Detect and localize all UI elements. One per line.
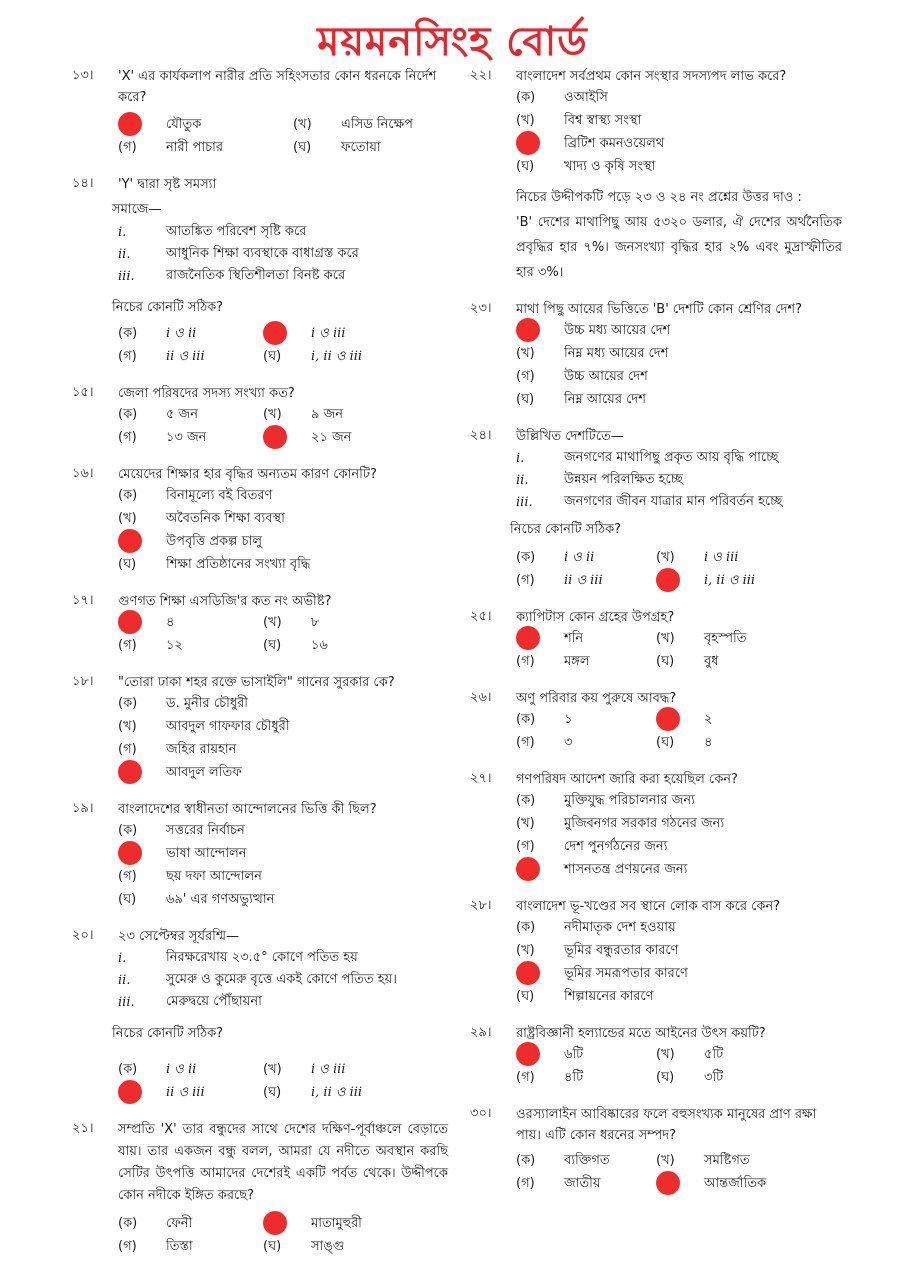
option-ka: ৬টি xyxy=(564,1047,584,1062)
option-label: (ক) xyxy=(516,920,536,935)
option-label: (ঘ) xyxy=(516,159,535,174)
roman-numeral: i. xyxy=(118,224,127,240)
statement: আধুনিক শিক্ষা ব্যবস্থাকে বাধাগ্রস্ত করে xyxy=(166,245,359,261)
option-label: (খ) xyxy=(293,117,312,132)
option-label: (ঘ) xyxy=(263,349,282,364)
option-kha: ভূমির বন্ধুরতার কারণে xyxy=(564,943,679,958)
question-17 xyxy=(72,591,448,658)
question-30 xyxy=(470,1104,842,1196)
option-ga: ৪টি xyxy=(564,1070,584,1085)
option-kha: i ও iii xyxy=(311,326,346,341)
roman-numeral: i. xyxy=(118,950,127,966)
option-kha: সমষ্টিগত xyxy=(704,1153,750,1168)
roman-numeral: ii. xyxy=(118,246,131,262)
option-ka: i ও ii xyxy=(166,326,197,341)
stimulus-text: 'B' দেশের মাথাপিছু আয় ৫৩২০ ডলার, ঐ দেশের অর্থনৈতিক প্রবৃদ্ধির হার ৭%। জনসংখ্যা বৃদ্ধির হার ২% এবং মুদ্রাস্ফীতির হার ৩%। xyxy=(516,215,842,280)
question-28 xyxy=(470,896,842,1009)
question-text: "তোরা ঢাকা শহর রক্তে ভাসাইলি" গানের সুরকার কে? xyxy=(118,675,395,690)
option-kha: মুজিবনগর সরকার গঠনের জন্য xyxy=(564,816,725,831)
option-ka: যৌতুক xyxy=(166,117,202,132)
option-kha: এসিড নিক্ষেপ xyxy=(341,117,413,132)
option-gha: ২১ জন xyxy=(311,430,352,445)
option-label: (গ) xyxy=(118,430,137,445)
roman-numeral: ii. xyxy=(516,472,529,488)
option-label: (ক) xyxy=(118,326,138,341)
option-gha: i, ii ও iii xyxy=(311,1085,363,1100)
option-ga: ii ও iii xyxy=(166,349,205,364)
answer-marker xyxy=(118,760,142,784)
option-gha: খাদ্য ও কৃষি সংস্থা xyxy=(564,159,656,174)
question-22 xyxy=(470,66,842,179)
option-label: (খ) xyxy=(516,943,535,958)
statement: নিরক্ষরেখায় ২৩.৫° কোণে পতিত হয় xyxy=(166,949,358,965)
question-text: অণু পরিবার কয় পুরুষে আবদ্ধ? xyxy=(516,691,677,706)
option-gha: ৬৯' এর গণঅভ্যুত্থান xyxy=(166,892,275,907)
option-ga: ii ও iii xyxy=(564,573,603,588)
question-text: বাংলাদেশ ভূ-খণ্ডের সব স্থানে লোক বাস করে কেন? xyxy=(516,899,781,914)
option-label: (ক) xyxy=(516,1153,536,1168)
question-number: ২২। xyxy=(470,68,492,83)
answer-marker xyxy=(656,1171,680,1195)
option-ga: নারী পাচার xyxy=(166,140,224,155)
roman-numeral: ii. xyxy=(118,972,131,988)
option-label: (ক) xyxy=(118,488,138,503)
option-label: (গ) xyxy=(118,869,137,884)
option-ga: মঙ্গল xyxy=(564,654,590,669)
option-label: (ঘ) xyxy=(263,1239,282,1254)
question-text: সম্প্রতি 'X' তার বন্ধুদের সাথে দেশের দক্ষিণ-পূর্বাঞ্চলে বেড়াতে যায়। তার একজন বন্ধু বলল, আমরা যে নদীতে অবস্থান করছি সেটির উৎপত্তি আমাদের দেশেরই একটি পর্বত থেকে। উদ্দীপকে কোন নদীকে ইঙ্গিত করছে? xyxy=(118,1122,448,1203)
question-number: ২৫। xyxy=(470,609,492,624)
question-number: ২৭। xyxy=(470,771,492,786)
option-label: (খ) xyxy=(263,407,282,422)
option-label: (ক) xyxy=(118,1216,138,1231)
option-ka: সত্তরের নির্বাচন xyxy=(166,823,245,838)
answer-marker xyxy=(263,425,287,449)
option-label: (ঘ) xyxy=(118,892,137,907)
option-label: (ঘ) xyxy=(263,1085,282,1100)
option-kha: বৃহস্পতি xyxy=(704,631,747,646)
option-kha: ২ xyxy=(704,712,713,727)
option-label: (গ) xyxy=(516,573,535,588)
option-label: (খ) xyxy=(656,550,675,565)
question-text: গণপরিষদ আদেশ জারি করা হয়েছিল কেন? xyxy=(516,772,738,787)
question-number: ১৯। xyxy=(72,801,94,816)
option-label: (খ) xyxy=(516,346,535,361)
question-27 xyxy=(470,769,842,882)
option-label: (ক) xyxy=(516,550,536,565)
question-20 xyxy=(72,926,448,1105)
option-ga: উচ্চ আয়ের দেশ xyxy=(564,369,648,384)
option-ka: ফেনী xyxy=(166,1216,193,1231)
option-ka: ৫ জন xyxy=(166,407,198,422)
option-ka: উচ্চ মধ্য আয়ের দেশ xyxy=(564,323,671,338)
option-label: (গ) xyxy=(516,735,535,750)
option-label: (খ) xyxy=(656,1153,675,1168)
option-label: (ক) xyxy=(516,793,536,808)
option-label: (খ) xyxy=(118,511,137,526)
option-label: (ঘ) xyxy=(656,654,675,669)
option-ga: ii ও iii xyxy=(166,1085,205,1100)
question-number: ১৭। xyxy=(72,593,94,608)
option-gha: শিক্ষা প্রতিষ্ঠানের সংখ্যা বৃদ্ধি xyxy=(166,557,311,572)
question-number: ১৪। xyxy=(72,176,94,191)
option-kha: i ও iii xyxy=(311,1062,346,1077)
option-label: (ক) xyxy=(516,712,536,727)
stimulus-intro: নিচের উদ্দীপকটি পড়ে ২৩ ও ২৪ নং প্রশ্নের উত্তর দাও : xyxy=(516,190,802,205)
question-24 xyxy=(470,426,842,593)
question-23 xyxy=(470,299,842,412)
option-label: (ক) xyxy=(516,90,536,105)
question-text: ক্যাপিটাস কোন গ্রহের উপগ্রহ? xyxy=(516,610,675,625)
option-ga: ৩ xyxy=(564,735,573,750)
option-gha: শিল্পায়নের কারণে xyxy=(564,989,654,1004)
roman-numeral: iii. xyxy=(516,494,533,510)
roman-numeral: iii. xyxy=(118,268,135,284)
statement: রাজনৈতিক স্থিতিশীলতা বিনষ্ট করে xyxy=(166,267,346,283)
option-ka: বিনামূল্যে বই বিতরণ xyxy=(166,488,273,503)
option-ka: ১ xyxy=(564,712,573,727)
option-label: (খ) xyxy=(263,615,282,630)
statement: উন্নয়ন পরিলক্ষিত হচ্ছে xyxy=(564,471,683,487)
option-ka: i ও ii xyxy=(166,1062,197,1077)
option-ka: ৪ xyxy=(166,615,175,630)
option-gha: ফতোয়া xyxy=(341,140,381,155)
answer-marker xyxy=(516,961,540,985)
question-21 xyxy=(72,1119,448,1259)
option-ga: উপবৃত্তি প্রকল্প চালু xyxy=(166,534,263,549)
answer-marker xyxy=(656,568,680,592)
question-text: মেয়েদের শিক্ষার হার বৃদ্ধির অন্যতম কারণ কোনটি? xyxy=(118,467,377,482)
option-gha: নিম্ন আয়ের দেশ xyxy=(564,392,646,407)
question-18 xyxy=(72,672,448,785)
board-title: ময়মনসিংহ বোর্ড xyxy=(317,19,588,65)
option-gha: i, ii ও iii xyxy=(704,573,756,588)
statement: আতঙ্কিত পরিবেশ সৃষ্টি করে xyxy=(166,223,307,239)
question-13 xyxy=(72,66,448,160)
option-kha: নিম্ন মধ্য আয়ের দেশ xyxy=(564,346,669,361)
option-ga: জহির রায়হান xyxy=(166,742,237,757)
option-label: (ঘ) xyxy=(656,1070,675,1085)
option-ga: ভূমির সমরূপতার কারণে xyxy=(564,966,688,981)
option-ga: তিস্তা xyxy=(166,1239,193,1254)
question-text: ২৩ সেপ্টেম্বর সূর্যরশ্মি— xyxy=(118,929,239,944)
option-kha: ভাষা আন্দোলন xyxy=(166,846,247,861)
answer-marker xyxy=(118,610,142,634)
option-gha: আবদুল লতিফ xyxy=(166,765,242,780)
answer-marker xyxy=(118,841,142,865)
answer-marker xyxy=(516,626,540,650)
left-column xyxy=(72,66,448,1259)
option-kha: ৫টি xyxy=(704,1047,724,1062)
question-text: উল্লিখিত দেশটিতে— xyxy=(516,429,624,444)
option-label: (গ) xyxy=(516,1070,535,1085)
question-number: ২১। xyxy=(72,1121,94,1136)
option-kha: ৮ xyxy=(311,615,320,630)
answer-marker xyxy=(516,318,540,342)
option-label: (ঘ) xyxy=(656,735,675,750)
option-label: (খ) xyxy=(263,1062,282,1077)
question-number: ৩০। xyxy=(470,1106,492,1121)
question-14 xyxy=(72,174,448,369)
question-text: 'Y' দ্বারা সৃষ্ট সমস্যা xyxy=(118,177,217,192)
answer-marker xyxy=(263,321,287,345)
option-ga: জাতীয় xyxy=(564,1176,601,1191)
option-label: (গ) xyxy=(516,369,535,384)
option-kha: বিশ্ব স্বাস্থ্য সংস্থা xyxy=(564,113,642,128)
option-label: (ক) xyxy=(118,407,138,422)
question-text: ওরস্যালাইন আবিষ্কারের ফলে বহুসংখ্যক মানুষের প্রাণ রক্ষা পায়। এটি কোন ধরনের সম্পদ? xyxy=(516,1107,817,1143)
question-29 xyxy=(470,1023,842,1090)
answer-marker xyxy=(516,1042,540,1066)
statement: মেরুদ্বয়ে পৌঁছায়না xyxy=(166,993,262,1009)
which-correct: নিচের কোনটি সঠিক? xyxy=(510,522,622,537)
question-number: ১৫। xyxy=(72,385,94,400)
option-label: (ঘ) xyxy=(263,638,282,653)
question-number: ২৩। xyxy=(470,301,492,316)
statement: জনগণের মাথাপিছু প্রকৃত আয় বৃদ্ধি পাচ্ছে xyxy=(564,449,779,465)
option-label: (ঘ) xyxy=(293,140,312,155)
option-ka: ব্যক্তিগত xyxy=(564,1153,610,1168)
roman-numeral: iii. xyxy=(118,994,135,1010)
statement: সুমেরু ও কুমেরু বৃত্তে একই কোণে পতিত হয়। xyxy=(166,971,397,987)
option-kha: অবৈতনিক শিক্ষা ব্যবস্থা xyxy=(166,511,285,526)
option-label: (গ) xyxy=(118,638,137,653)
answer-marker xyxy=(516,131,540,155)
question-number: ২৬। xyxy=(470,690,492,705)
option-label: (খ) xyxy=(656,631,675,646)
option-label: (গ) xyxy=(516,839,535,854)
option-ga: ১২ xyxy=(166,638,183,653)
question-19 xyxy=(72,799,448,912)
option-label: (গ) xyxy=(516,654,535,669)
question-26 xyxy=(470,688,842,755)
question-number: ২৮। xyxy=(470,898,492,913)
option-label: (খ) xyxy=(656,1047,675,1062)
option-ka: মুক্তিযুদ্ধ পরিচালনার জন্য xyxy=(564,793,695,808)
option-label: (গ) xyxy=(516,1176,535,1191)
question-text: জেলা পরিষদের সদস্য সংখ্যা কত? xyxy=(118,386,295,401)
question-text: বাংলাদেশের স্বাধীনতা আন্দোলনের ভিত্তি কী ছিল? xyxy=(118,802,377,817)
question-text: 'X' এর কার্যকলাপ নারীর প্রতি সহিংসতার কোন ধরনকে নির্দেশ করে? xyxy=(118,69,437,105)
option-ga: দেশ পুনর্গঠনের জন্য xyxy=(564,839,668,854)
option-ga: ব্রিটিশ কমনওয়েলথ xyxy=(564,136,665,151)
option-label: (ঘ) xyxy=(516,989,535,1004)
question-16 xyxy=(72,464,448,577)
option-kha: i ও iii xyxy=(704,550,739,565)
question-15 xyxy=(72,383,448,450)
question-text: গুণগত শিক্ষা এসডিজি'র কত নং অভীষ্ট? xyxy=(118,594,332,609)
answer-marker xyxy=(263,1211,287,1235)
option-gha: i, ii ও iii xyxy=(311,349,363,364)
which-correct: নিচের কোনটি সঠিক? xyxy=(112,300,224,315)
question-number: ১৮। xyxy=(72,674,94,689)
option-label: (ঘ) xyxy=(118,557,137,572)
option-label: (গ) xyxy=(118,1239,137,1254)
answer-marker xyxy=(118,1080,142,1104)
answer-marker xyxy=(516,857,540,881)
option-label: (গ) xyxy=(118,349,137,364)
option-label: (ঘ) xyxy=(516,392,535,407)
option-label: (খ) xyxy=(118,719,137,734)
question-number: ১৩। xyxy=(72,68,94,83)
answer-marker xyxy=(118,529,142,553)
answer-marker xyxy=(118,112,142,136)
option-gha: ৪ xyxy=(704,735,713,750)
option-label: (ক) xyxy=(118,823,138,838)
option-gha: ৩টি xyxy=(704,1070,724,1085)
option-kha: আবদুল গাফফার চৌধুরী xyxy=(166,719,290,734)
question-number: ১৬। xyxy=(72,466,94,481)
option-gha: বুধ xyxy=(704,654,719,669)
option-gha: আন্তর্জাতিক xyxy=(704,1176,767,1191)
option-kha: ৯ জন xyxy=(311,407,343,422)
question-number: ২৯। xyxy=(470,1025,492,1040)
option-label: (ক) xyxy=(118,696,138,711)
question-text: রাষ্ট্রবিজ্ঞানী হল্যান্ডের মতে আইনের উৎস কয়টি? xyxy=(516,1026,766,1041)
option-gha: সাঙ্গু xyxy=(311,1239,345,1254)
option-ga: ১৩ জন xyxy=(166,430,207,445)
option-ka: শনি xyxy=(564,631,584,646)
right-column xyxy=(470,66,842,1196)
question-text: মাথা পিছু আয়ের ভিত্তিতে 'B' দেশটি কোন শ্রেণির দেশ? xyxy=(516,302,802,317)
option-label: (গ) xyxy=(118,742,137,757)
option-ka: ড. মুনীর চৌধুরী xyxy=(166,696,248,711)
question-text: বাংলাদেশ সর্বপ্রথম কোন সংস্থার সদস্যপদ লাভ করে? xyxy=(516,69,787,84)
option-gha: ১৬ xyxy=(311,638,328,653)
roman-numeral: i. xyxy=(516,450,525,466)
option-ka: ওআইসি xyxy=(564,90,608,105)
option-label: (খ) xyxy=(516,816,535,831)
statement: জনগণের জীবন যাত্রার মান পরিবর্তন হচ্ছে xyxy=(564,493,783,509)
option-ka: নদীমাতৃক দেশ হওয়ায় xyxy=(564,920,676,935)
option-gha: শাসনতন্ত্র প্রণয়নের জন্য xyxy=(564,862,688,877)
answer-marker xyxy=(656,707,680,731)
which-correct: নিচের কোনটি সঠিক? xyxy=(112,1026,224,1041)
option-label: (গ) xyxy=(118,140,137,155)
option-label: (খ) xyxy=(516,113,535,128)
option-ga: ছয় দফা আন্দোলন xyxy=(166,869,262,884)
question-subtext: সমাজে— xyxy=(112,202,162,217)
question-number: ২৪। xyxy=(470,428,492,443)
question-25 xyxy=(470,607,842,674)
option-label: (ক) xyxy=(118,1062,138,1077)
option-kha: মাতামুহুরী xyxy=(311,1216,362,1231)
option-ka: i ও ii xyxy=(564,550,595,565)
question-number: ২০। xyxy=(72,928,94,943)
